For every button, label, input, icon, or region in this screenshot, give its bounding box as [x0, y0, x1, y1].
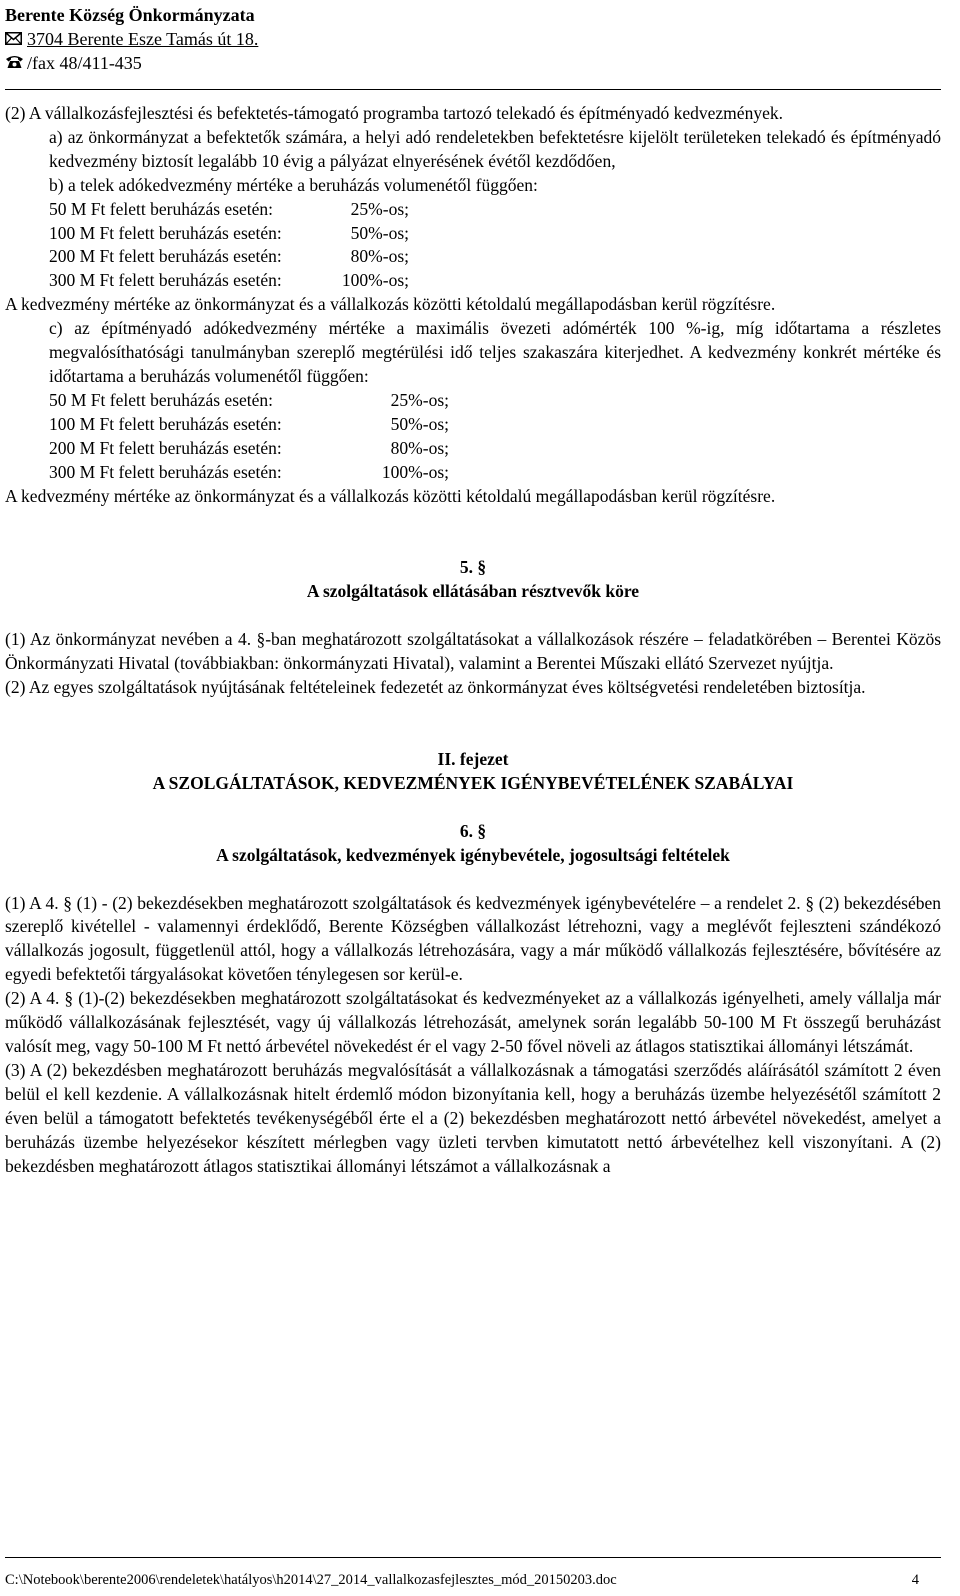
rate-row: 200 M Ft felett beruházás esetén: 80%-os;: [49, 437, 449, 458]
agreement-note: A kedvezmény mértéke az önkormányzat és a vállalkozás közötti kétoldalú megállapodásban kerül rögzítésre.: [5, 294, 776, 315]
phone: /fax 48/411-435: [27, 53, 142, 73]
item-c: c) az építményadó adókedvezmény mértéke a maximális övezeti adómérték 100 %-ig, míg időtartama a részletes megvalósíthatósági tanulmányban szereplő megtérülési idő teljes szakaszára kiterjedhet. A kedvezmény konkrét mértéke és időtartama a beruházás volumenétől függően:: [49, 318, 941, 386]
section-5-title: A szolgáltatások ellátásában résztvevők köre: [306, 581, 640, 602]
rate-row: 200 M Ft felett beruházás esetén: 80%-os;: [49, 246, 409, 267]
rate-table-2: [5, 389, 941, 485]
chapter-number: II. fejezet: [437, 748, 509, 769]
rate-row: 50 M Ft felett beruházás esetén: 25%-os;: [49, 198, 409, 219]
section-6-title: A szolgáltatások, kedvezmények igénybevétele, jogosultsági feltételek: [216, 844, 730, 865]
page-number: 4: [911, 1572, 919, 1588]
item-a: a) az önkormányzat a befektetők számára, a helyi adó rendeletekben befektetésre kijelölt területeken telekadó és építményadó kedvezmény biztosít legalább 10 évig a pályázat elnyerésének évétől kezdődően,: [49, 126, 941, 171]
file-path: C:\Notebook\berente2006\rendeletek\hatályos\h2014\27_2014_vallalkozasfejlesztes_mód_20150203.doc: [5, 1572, 617, 1588]
org-name: Berente Község Önkormányzata: [5, 5, 255, 25]
rate-table-1: [5, 198, 941, 294]
section-5-para-1: (1) Az önkormányzat nevében a 4. §-ban meghatározott szolgáltatásokat a vállalkozások részére – feladatkörében – Berentei Közös Önkormányzati Hivatal (továbbiakban: önkormányzati Hivatal), valamint a Berentei Műszaki ellátó Szervezet nyújtja.: [5, 629, 941, 674]
paragraph-2: (2) A vállalkozásfejlesztési és befektetés-támogató programba tartozó telekadó és építményadó kedvezmények.: [5, 103, 783, 123]
rate-row: 300 M Ft felett beruházás esetén: 100%-os;: [49, 270, 409, 291]
section-6-para-1: (1) A 4. § (1) - (2) bekezdésekben meghatározott szolgáltatások és kedvezmények igénybevételére – a rendelet 2. § (2) bekezdésében szereplő kivétellel - valamennyi érdeklődő, Berente Községben vállalkozást létrehozni, vagy a meglévőt fejleszteni szándékozó vállalkozás jogosult, függetlenül attól, hogy a vállalkozás létrehozására, vagy a már működő vállalkozás fejlesztésére, bővítésére az egyedi befektetői tárgyalásokat követően ténylegesen sor kerül-e.: [5, 892, 941, 985]
rate-row: 100 M Ft felett beruházás esetén: 50%-os;: [49, 222, 409, 243]
phone-line: [5, 51, 941, 75]
header-rule: [5, 89, 941, 90]
address-line: [5, 27, 941, 51]
chapter-title: A SZOLGÁLTATÁSOK, KEDVEZMÉNYEK IGÉNYBEVÉTELÉNEK SZABÁLYAI: [152, 772, 794, 793]
document-page: [5, 0, 941, 1178]
section-5-para-2: (2) Az egyes szolgáltatások nyújtásának feltételeinek fedezetét az önkormányzat éves költségvetési rendeletében biztosítja.: [5, 677, 866, 698]
envelope-icon: [5, 27, 27, 51]
rate-row: 100 M Ft felett beruházás esetén: 50%-os;: [49, 413, 449, 434]
letterhead: [5, 3, 941, 75]
telephone-icon: [5, 51, 27, 75]
agreement-note-2: A kedvezmény mértéke az önkormányzat és a vállalkozás közötti kétoldalú megállapodásban kerül rögzítésre.: [5, 485, 776, 506]
rate-row: 50 M Ft felett beruházás esetén: 25%-os;: [49, 389, 449, 410]
section-6-number: 6. §: [459, 820, 487, 841]
section-5-number: 5. §: [459, 557, 487, 578]
page-footer: [5, 1557, 941, 1590]
address: 3704 Berente Esze Tamás út 18.: [27, 29, 259, 49]
item-b: b) a telek adókedvezmény mértéke a beruházás volumenétől függően:: [49, 174, 538, 195]
rate-row: 300 M Ft felett beruházás esetén: 100%-os;: [49, 461, 449, 482]
section-6-para-3: (3) A (2) bekezdésben meghatározott beruházás megvalósítását a vállalkozásnak a támogatási szerződés aláírásától számított 2 éven belül el kell kezdenie. A vállalkozásnak hitelt érdemlő módon bizonyítania kell, hogy a beruházás üzembe helyezésétől számított 2 éven belül a támogatott befektetés tevékenységéből érte el a (2) bekezdésben meghatározott nettó árbevétel növekedést, amelyet a beruházás üzembe helyezésekor készített mérlegben vagy üzleti tervben kimutatott nettó árbevételhez kell viszonyítani. A (2) bekezdésben meghatározott átlagos statisztikai állományi létszámot a vállalkozásnak a: [5, 1059, 941, 1176]
section-6-para-2: (2) A 4. § (1)-(2) bekezdésekben meghatározott szolgáltatásokat és kedvezményeket az a vállalkozás igényelheti, amely vállalja már működő vállalkozásának fejlesztését, vagy új vállalkozás létrehozását, amelynek során legalább 50-100 M Ft összegű beruházást valósít meg, vagy 50-100 M Ft nettó árbevétel növekedést ér el vagy 2-50 fővel növeli az átlagos statisztikai állományi létszámát.: [5, 988, 941, 1056]
